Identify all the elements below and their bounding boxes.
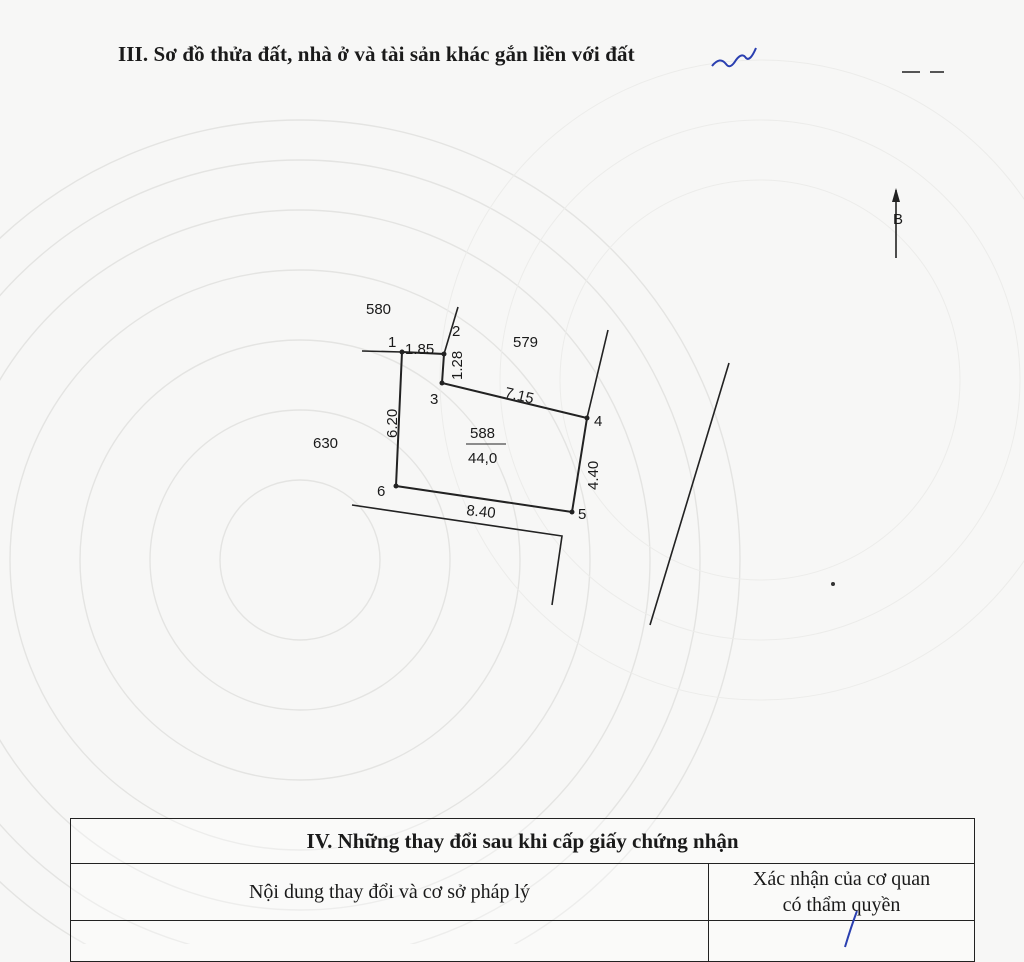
column-header-confirm-line2: có thẩm quyền — [782, 894, 901, 916]
edge-length-6-1: 6.20 — [384, 408, 401, 438]
neighbor-parcel-580: 580 — [366, 301, 392, 318]
parcel-area: 44,0 — [468, 450, 498, 467]
vertex-label-4: 4 — [594, 413, 603, 430]
edge-length-1-2: 1.85 — [405, 341, 435, 358]
neighbor-parcel-630: 630 — [313, 435, 339, 452]
edge-length-5-6: 8.40 — [465, 502, 497, 523]
column-header-content: Nội dung thay đổi và cơ sở pháp lý — [71, 864, 709, 921]
vertex-label-2: 2 — [452, 323, 461, 340]
north-arrow-label: B — [893, 211, 904, 228]
vertex-label-6: 6 — [377, 483, 386, 500]
edge-length-3-4: 7.15 — [503, 384, 536, 408]
vertex-label-3: 3 — [430, 391, 439, 408]
change-content-cell — [71, 921, 709, 962]
vertex-label-5: 5 — [578, 506, 587, 523]
vertex-label-1: 1 — [388, 334, 397, 351]
column-header-confirm-line1: Xác nhận của cơ quan — [752, 868, 931, 890]
parcel-number: 588 — [470, 425, 496, 442]
section-iv-title: IV. Những thay đổi sau khi cấp giấy chứng nhận — [71, 819, 975, 864]
edge-length-4-5: 4.40 — [585, 460, 602, 490]
signature-mark — [712, 48, 756, 66]
neighbor-parcel-579: 579 — [513, 334, 539, 351]
pen-stroke-mark — [839, 909, 869, 949]
section-iii-title: III. Sơ đồ thửa đất, nhà ở và tài sản khác gắn liền với đất — [118, 42, 635, 66]
stray-mark — [831, 582, 835, 586]
changes-table — [70, 818, 975, 962]
edge-length-2-3: 1.28 — [449, 350, 466, 380]
confirm-cell — [709, 921, 975, 962]
